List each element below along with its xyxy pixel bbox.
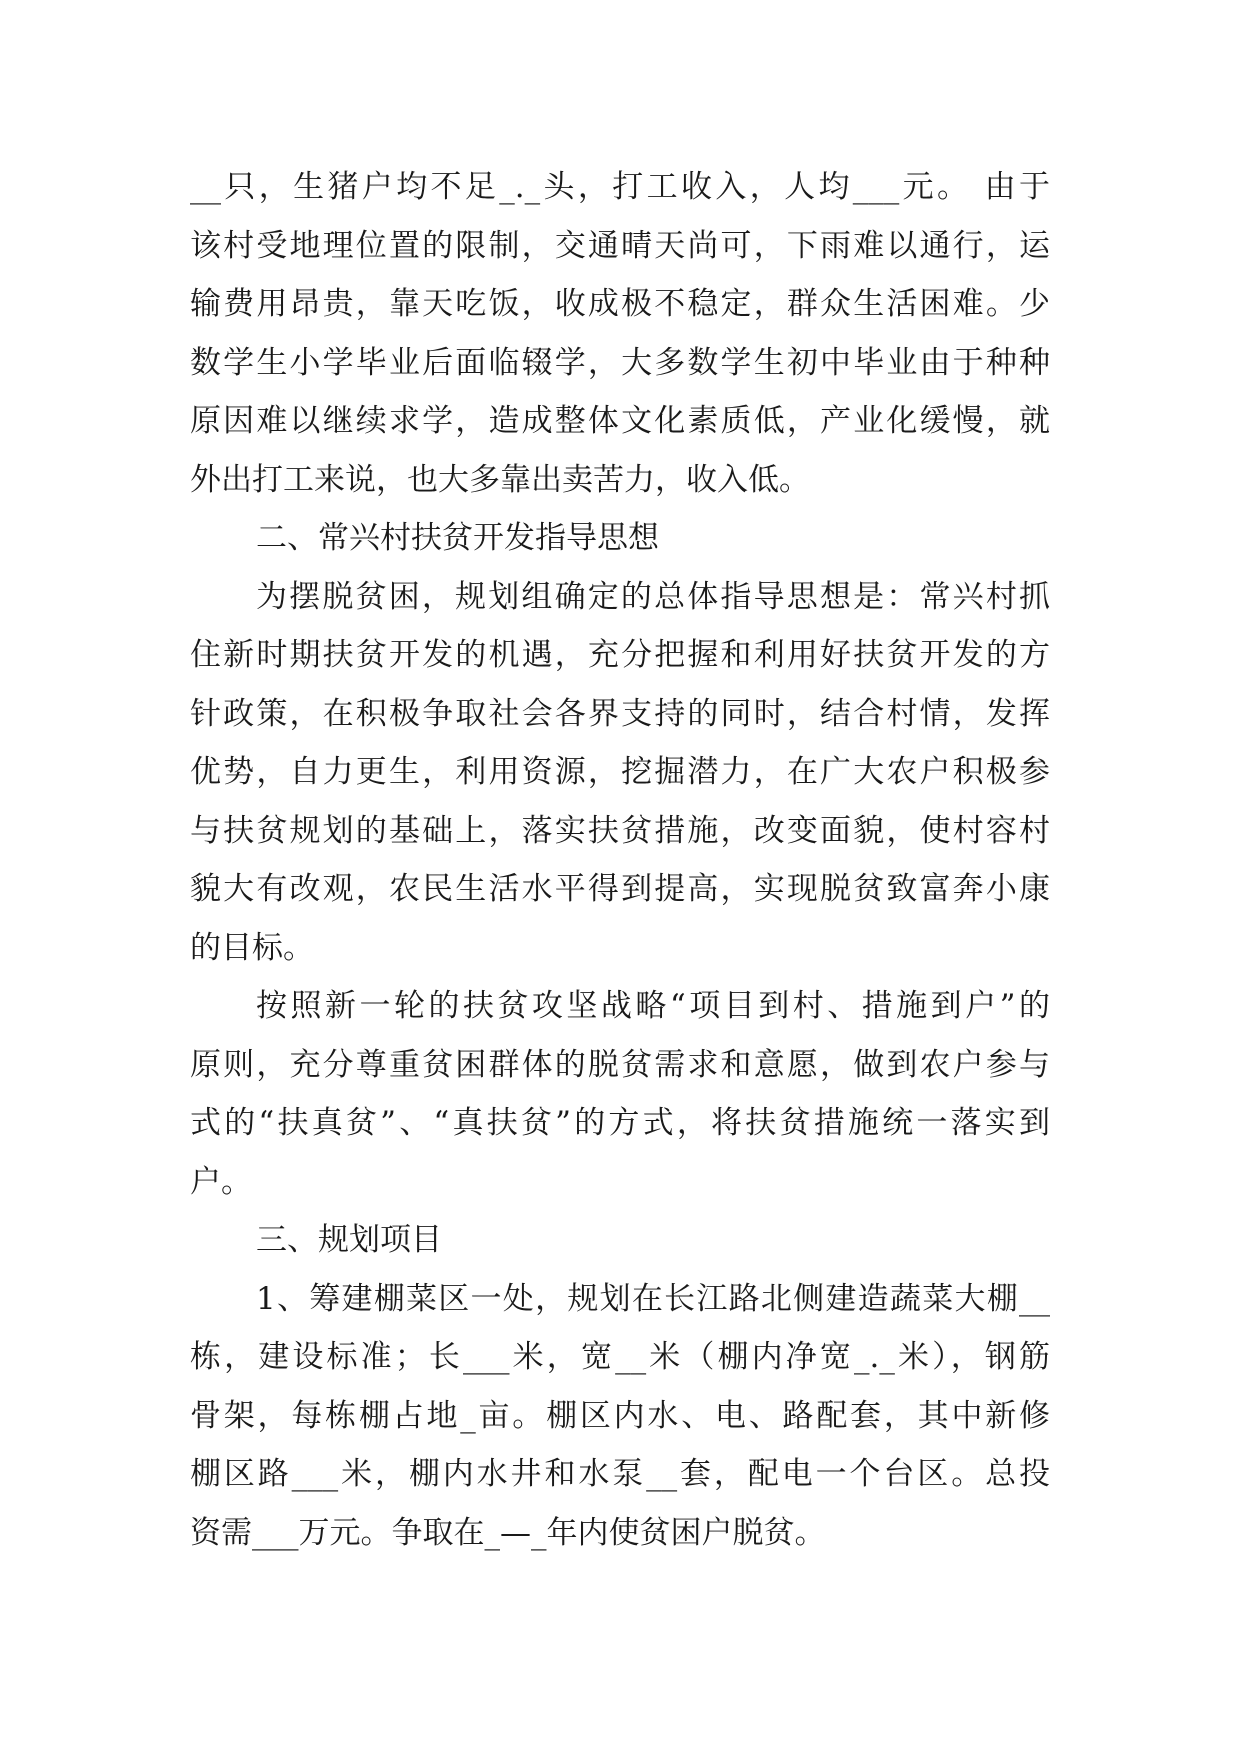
text-line: 的目标。 [190,929,314,966]
text-line: 为摆脱贫困，规划组确定的总体指导思想是：常兴村抓 [256,578,1050,615]
text-line: 原则，充分尊重贫困群体的脱贫需求和意愿，做到农户参与 [190,1046,1050,1083]
text-line: 1、筹建棚菜区一处，规划在长江路北侧建造蔬菜大棚__ [256,1280,1050,1317]
text-line: 栋，建设标准；长___米，宽__米（棚内净宽_._米），钢筋 [190,1339,1050,1375]
text-line: 户。 [190,1163,252,1200]
text-line: 数学生小学毕业后面临辍学，大多数学生初中毕业由于种种 [190,344,1050,381]
text-line: 该村受地理位置的限制，交通晴天尚可，下雨难以通行，运 [190,227,1050,264]
text-line: 骨架，每栋棚占地_亩。棚区内水、电、路配套，其中新修 [190,1397,1050,1434]
text-line: __只，生猪户均不足_._头，打工收入，人均___元。 由于 [190,169,1050,205]
paragraph-strategy [190,977,1050,1211]
text-line: 原因难以继续求学，造成整体文化素质低，产业化缓慢，就 [190,403,1050,439]
text-line: 针政策，在积极争取社会各界支持的同时，结合村情，发挥 [190,695,1050,732]
document-body [190,158,1050,1562]
text-line: 外出打工来说，也大多靠出卖苦力，收入低。 [190,461,810,498]
text-line: 式的“扶真贫”、“真扶贫”的方式，将扶贫措施统一落实到 [190,1105,1050,1141]
section-heading-guiding-ideology: 二、常兴村扶贫开发指导思想 [256,520,659,556]
text-line: 资需___万元。争取在_—_年内使贫困户脱贫。 [190,1514,826,1551]
text-line: 按照新一轮的扶贫攻坚战略“项目到村、措施到户”的 [256,988,1050,1024]
text-line: 优势，自力更生，利用资源，挖掘潜力，在广大农户积极参 [190,754,1050,790]
text-line: 输费用昂贵，靠天吃饭，收成极不稳定，群众生活困难。少 [190,286,1050,322]
text-line: 住新时期扶贫开发的机遇，充分把握和利用好扶贫开发的方 [190,637,1050,673]
paragraph-project-greenhouse [190,1270,1050,1563]
text-line: 与扶贫规划的基础上，落实扶贫措施，改变面貌，使村容村 [190,812,1050,849]
text-line: 貌大有改观，农民生活水平得到提高，实现脱贫致富奔小康 [190,871,1050,907]
section-heading-planning-projects: 三、规划项目 [256,1222,442,1258]
paragraph-guiding-ideology [190,568,1050,978]
text-line: 棚区路___米，棚内水井和水泵__套，配电一个台区。总投 [190,1456,1050,1492]
paragraph-village-situation [190,158,1050,509]
